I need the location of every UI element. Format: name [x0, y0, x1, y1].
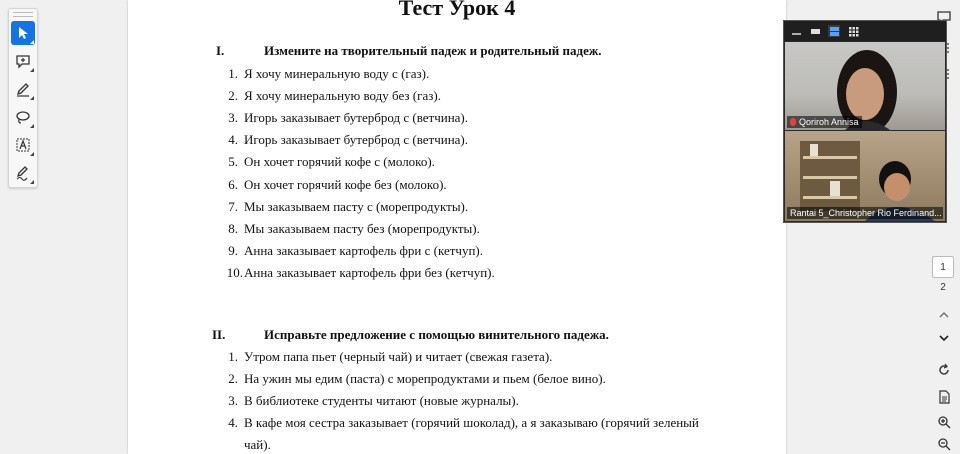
list-item — [228, 349, 553, 365]
item-text: Анна заказывает картофель фри без (кетчуп). — [244, 265, 495, 280]
select-tool-button[interactable] — [11, 21, 35, 45]
section-2-heading-text: Исправьте предложение с помощью винительного падежа. — [264, 327, 609, 342]
item-number: 3. — [228, 393, 238, 408]
stacked-tiles-icon — [829, 26, 840, 37]
item-text: В кафе моя сестра заказывает (горячий шоколад), а я заказываю (горячий зеленый — [244, 415, 699, 430]
next-page-button[interactable] — [934, 328, 954, 348]
participant-video-tile[interactable] — [785, 131, 945, 221]
video-toolbar — [784, 21, 946, 41]
grid-icon — [848, 26, 859, 37]
list-item — [228, 88, 441, 104]
document-icon — [937, 390, 951, 404]
sign-tool-button[interactable] — [11, 161, 35, 185]
item-number: 1. — [228, 349, 238, 364]
strip-view-button[interactable] — [828, 25, 840, 37]
comment-plus-icon — [15, 53, 31, 69]
list-item — [228, 110, 469, 126]
item-number: 5. — [228, 154, 238, 169]
total-pages-label: 2 — [940, 282, 946, 293]
item-number: 6. — [228, 177, 238, 192]
zoom-in-icon — [937, 415, 951, 429]
speaker-view-button[interactable] — [809, 25, 821, 37]
list-item — [228, 177, 447, 193]
document-page — [128, 0, 786, 454]
item-number: 7. — [228, 199, 238, 214]
list-item — [228, 371, 606, 387]
list-item — [228, 154, 435, 170]
item-number: 8. — [228, 221, 238, 236]
zoom-out-button[interactable] — [934, 434, 954, 454]
list-item — [228, 132, 469, 148]
page-display-button[interactable] — [934, 387, 954, 407]
zoom-in-button[interactable] — [934, 412, 954, 432]
signature-pen-icon — [15, 165, 31, 181]
item-text: Мы заказываем пасту без (морепродукты). — [244, 221, 480, 236]
list-item — [228, 393, 519, 409]
item-text: В библиотеке студенты читают (новые журналы). — [244, 393, 519, 408]
item-number: 1. — [228, 66, 238, 81]
item-number: 4. — [228, 132, 238, 147]
item-text: Анна заказывает картофель фри с (кетчуп). — [244, 243, 484, 258]
list-item — [228, 199, 469, 215]
zoom-out-icon — [937, 437, 951, 451]
item-number: 2. — [228, 371, 238, 386]
tool-palette — [8, 8, 38, 188]
item-text: Он хочет горячий кофе с (молоко). — [244, 154, 435, 169]
rotate-button[interactable] — [934, 360, 954, 380]
item-text: Мы заказываем пасту с (морепродукты). — [244, 199, 469, 214]
gallery-view-button[interactable] — [847, 25, 859, 37]
participant-name-tag — [787, 116, 862, 128]
lasso-icon — [15, 109, 31, 125]
previous-page-button[interactable] — [934, 305, 954, 325]
mic-muted-icon — [790, 118, 796, 126]
pen-icon — [15, 81, 31, 97]
item-number: 2. — [228, 88, 238, 103]
text-box-icon — [15, 137, 31, 153]
section-1-number: I. — [216, 43, 225, 58]
item-text: На ужин мы едим (паста) с морепродуктами и пьем (белое вино). — [244, 371, 606, 386]
chevron-up-icon — [937, 308, 951, 322]
list-item — [228, 415, 699, 431]
item-number: 3. — [228, 110, 238, 125]
item-text: Игорь заказывает бутерброд с (ветчина). — [244, 132, 469, 147]
item-text: Он хочет горячий кофе без (молоко). — [244, 177, 447, 192]
video-call-panel — [783, 20, 947, 223]
item-text: чай). — [244, 437, 271, 452]
participant-name: Rantai 5_Christopher Rio Ferdinand... — [790, 208, 942, 218]
item-number: 9. — [228, 243, 238, 258]
add-comment-tool-button[interactable] — [11, 49, 35, 73]
chevron-down-icon — [937, 331, 951, 345]
single-tile-icon — [810, 26, 821, 37]
item-text: Я хочу минеральную воду без (газ). — [244, 88, 441, 103]
item-text: Утром папа пьет (черный чай) и читает (свежая газета). — [244, 349, 553, 364]
participant-video-tile[interactable] — [785, 42, 945, 130]
minimize-icon — [791, 26, 802, 37]
item-number: 10. — [226, 265, 243, 280]
participant-name: Qoriroh Annisa — [799, 117, 859, 127]
rotate-icon — [937, 363, 951, 377]
current-page-field[interactable]: 1 — [932, 256, 954, 278]
text-tool-button[interactable] — [11, 133, 35, 157]
minimize-video-button[interactable] — [790, 25, 802, 37]
highlight-tool-button[interactable] — [11, 77, 35, 101]
section-2-number: II. — [212, 327, 226, 342]
palette-grip[interactable] — [13, 12, 33, 17]
item-text: Я хочу минеральную воду с (газ). — [244, 66, 430, 81]
list-item — [228, 66, 430, 82]
draw-tool-button[interactable] — [11, 105, 35, 129]
item-number: 4. — [228, 415, 238, 430]
participant-name-tag — [787, 207, 943, 219]
list-item — [228, 243, 484, 259]
cursor-arrow-icon — [15, 25, 31, 41]
document-title: Тест Урок 4 — [398, 0, 516, 20]
list-item — [228, 221, 480, 237]
section-1-heading-text: Измените на творительный падеж и родительный падеж. — [264, 43, 602, 58]
list-item-continuation — [244, 437, 271, 453]
item-text: Игорь заказывает бутерброд с (ветчина). — [244, 110, 469, 125]
list-item — [226, 265, 495, 281]
